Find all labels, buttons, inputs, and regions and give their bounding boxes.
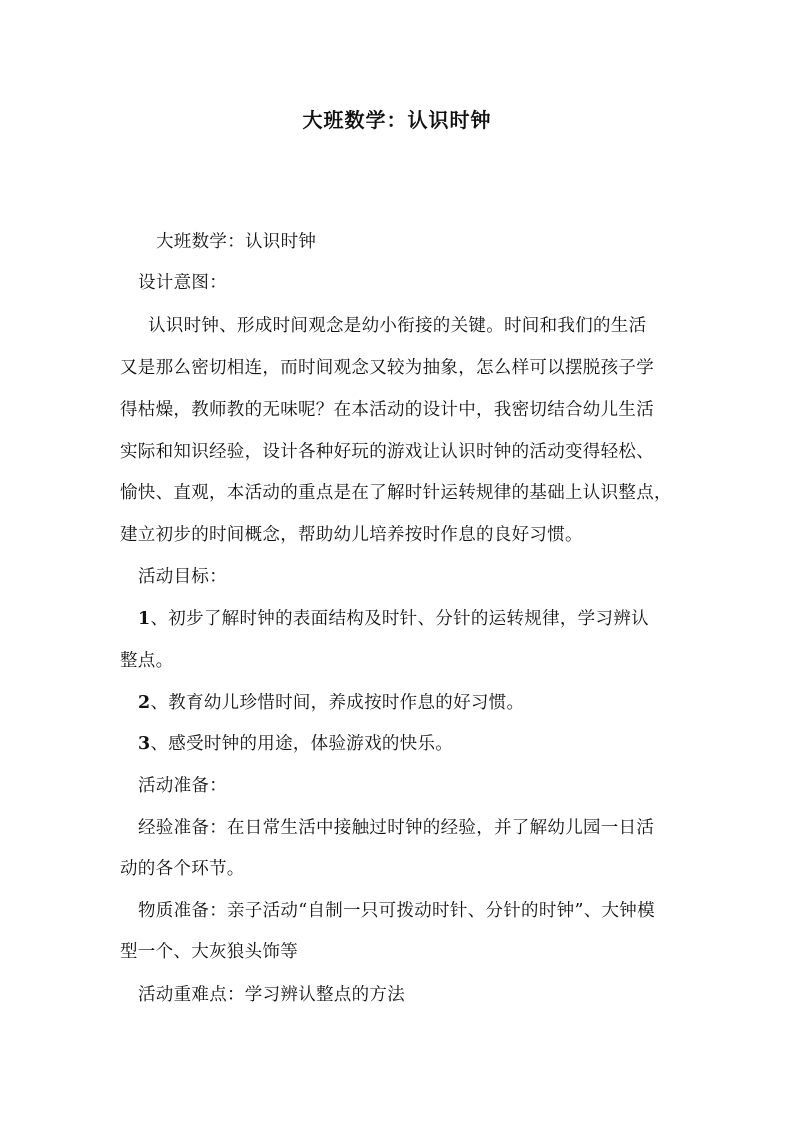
goal-number: 3 — [138, 734, 151, 754]
design-paragraph-line: 认识时钟、形成时间观念是幼小衔接的关键。时间和我们的生活 — [148, 316, 647, 336]
subtitle: 大班数学：认识时钟 — [156, 232, 317, 252]
design-paragraph-line: 愉快、直观，本活动的重点是在了解时针运转规律的基础上认识整点， — [120, 483, 672, 503]
goal-text: 、教育幼儿珍惜时间，养成按时作息的好习惯。 — [150, 693, 525, 713]
design-paragraph-line: 建立初步的时间概念，帮助幼儿培养按时作息的良好习惯。 — [120, 525, 583, 545]
goal-number: 2 — [138, 693, 151, 713]
goal-number: 1 — [138, 609, 151, 629]
experience-prep-line: 经验准备：在日常生活中接触过时钟的经验，并了解幼儿园一日活 — [138, 818, 655, 838]
goal-text: 、初步了解时钟的表面结构及时针、分针的运转规律，学习辨认 — [150, 609, 649, 629]
goal-item — [138, 692, 698, 714]
prep-heading: 活动准备： — [138, 776, 227, 796]
goal-text: 、感受时钟的用途，体验游戏的快乐。 — [150, 734, 454, 754]
goal-text-continued: 整点。 — [120, 651, 174, 671]
material-prep-line: 物质准备：亲子活动“自制一只可拨动时针、分针的时钟”、大钟模 — [138, 901, 655, 921]
design-paragraph-line: 得枯燥，教师教的无味呢？在本活动的设计中，我密切结合幼儿生活 — [120, 400, 654, 420]
goals-heading: 活动目标： — [138, 567, 227, 587]
goal-item — [138, 733, 698, 755]
experience-prep-line: 动的各个环节。 — [120, 859, 245, 879]
document-title: 大班数学：认识时钟 — [302, 108, 492, 132]
design-paragraph-line: 实际和知识经验，设计各种好玩的游戏让认识时钟的活动变得轻松、 — [120, 442, 654, 462]
material-prep-line: 型一个、大灰狼头饰等 — [120, 942, 298, 962]
difficulty-line: 活动重难点：学习辨认整点的方法 — [138, 985, 405, 1005]
goal-item — [138, 608, 698, 630]
design-heading: 设计意图： — [138, 273, 227, 293]
design-paragraph-line: 又是那么密切相连，而时间观念又较为抽象，怎么样可以摆脱孩子学 — [120, 358, 654, 378]
